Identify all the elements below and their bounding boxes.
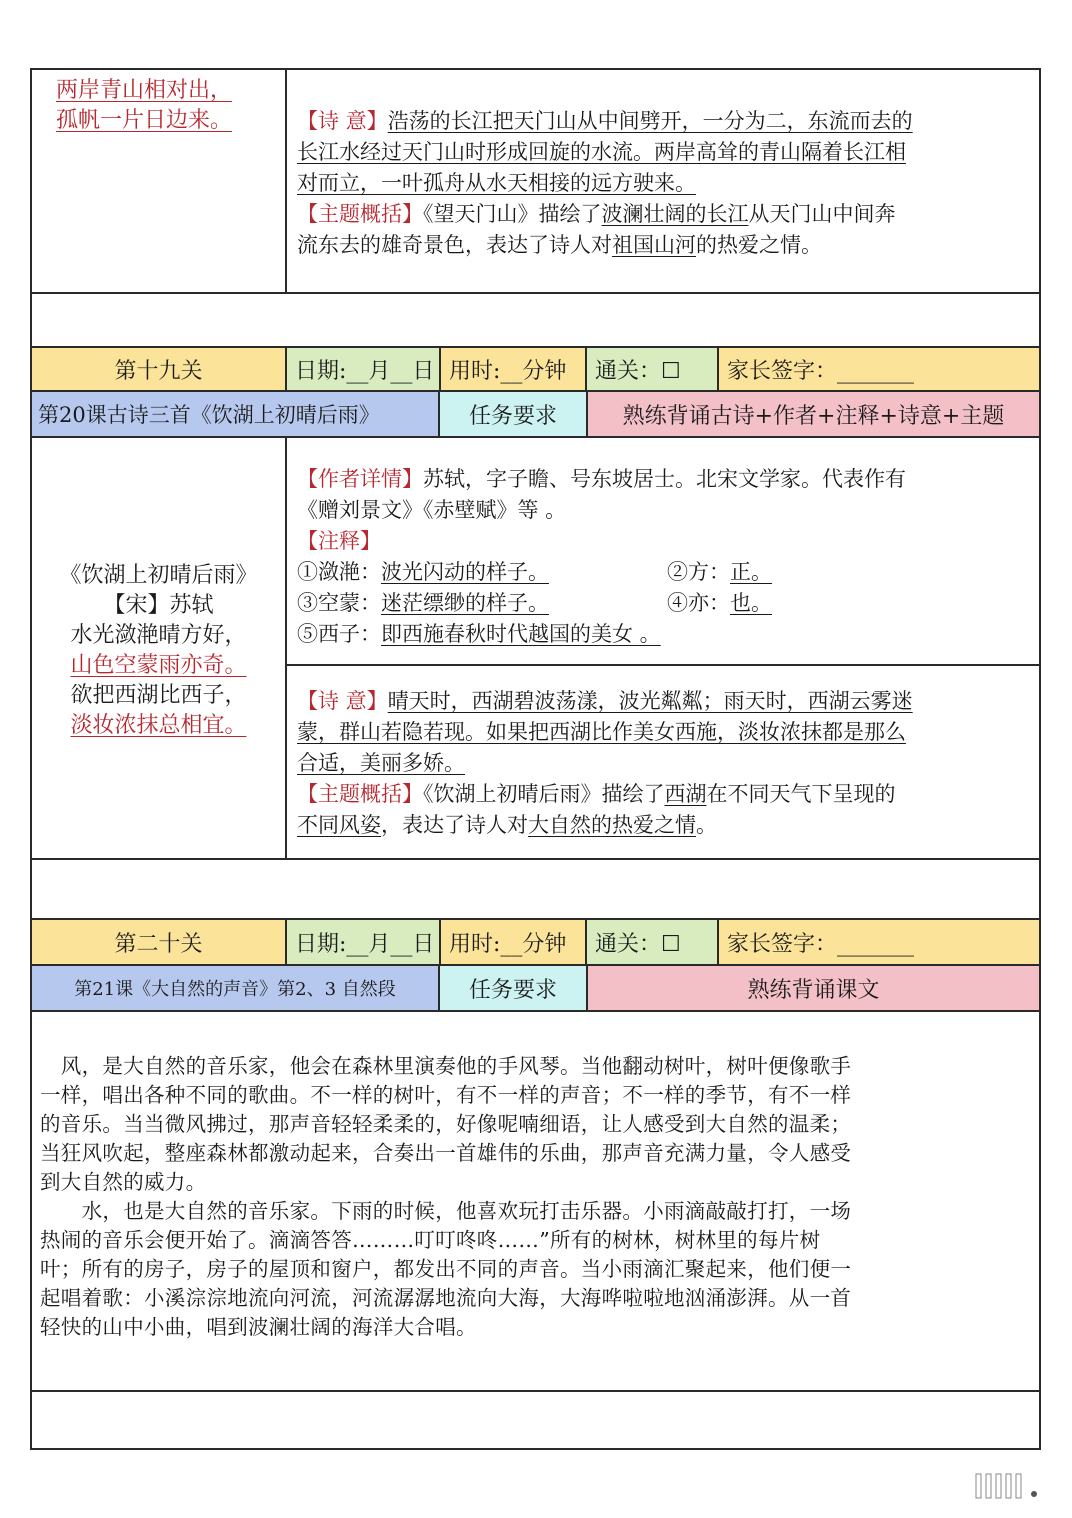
note-def: 也。	[730, 591, 772, 615]
note-term: ①潋滟：	[297, 560, 381, 584]
level19-task: 熟练背诵古诗+作者+注释+诗意+主题	[586, 390, 1041, 438]
author-tag: 【作者详情】	[297, 467, 423, 491]
level19-meaning-cell	[285, 664, 1041, 860]
worksheet	[30, 68, 1041, 1450]
author-line: 苏轼，字子瞻、号东坡居士。北宋文学家。代表作有	[423, 467, 906, 491]
level20-parent-sign[interactable]: 家长签字：_______	[717, 918, 1041, 966]
level20-pass[interactable]: 通关：☐	[585, 918, 719, 966]
notes-tag: 【注释】	[297, 529, 381, 553]
text-line: 叶；所有的房子，房子的屋顶和窗户，都发出不同的声音。当小雨滴汇聚起来，他们便一	[40, 1257, 852, 1281]
text-line: 的音乐。当当微风拂过，那声音轻轻柔柔的，好像呢喃细语，让人感受到大自然的温柔；	[40, 1112, 852, 1136]
note-def: 迷茫缥缈的样子。	[381, 591, 549, 615]
theme-key: 不同风姿	[297, 813, 381, 837]
text-line: 当狂风吹起，整座森林都激动起来，合奏出一首雄伟的乐曲，那声音充满力量，令人感受	[40, 1141, 852, 1165]
level19-task-label: 任务要求	[438, 390, 588, 438]
meaning-line: 合适，美丽多娇。	[297, 751, 465, 775]
poem-line: 山色空蒙雨亦奇。	[70, 653, 247, 678]
note-def: 正。	[730, 560, 772, 584]
theme-tag: 【主题概括】	[297, 782, 423, 806]
theme-text: 在不同天气下呈现的	[706, 782, 896, 806]
author-line: 《赠刘景文》《赤壁赋》等 。	[297, 498, 567, 522]
spacer-row	[30, 1390, 1041, 1450]
note-term: ②方：	[667, 560, 730, 584]
theme-text: 流东去的雄奇景色，表达了诗人对	[297, 233, 612, 257]
level20-lesson: 第21课《大自然的声音》第2、3 自然段	[30, 964, 440, 1012]
meaning-tag: 【诗 意】	[297, 689, 388, 713]
level19-time[interactable]: 用时:__分钟	[439, 346, 587, 392]
level19-lesson: 第20课古诗三首《饮湖上初晴后雨》	[30, 390, 440, 438]
s18-meaning-cell	[285, 68, 1041, 294]
level20-title: 第二十关	[30, 918, 287, 966]
level20-date[interactable]: 日期:__月__日	[285, 918, 441, 966]
note-def: 即西施春秋时代越国的美女 。	[381, 622, 661, 646]
level19-date[interactable]: 日期:__月__日	[285, 346, 441, 392]
meaning-line: 浩荡的长江把天门山从中间劈开，一分为二，东流而去的	[387, 109, 913, 133]
text-line: 热闹的音乐会便开始了。滴滴答答………叮叮咚咚……”所有的树林，树林里的每片树	[40, 1228, 821, 1252]
spacer-row	[30, 292, 1041, 348]
note-term: ⑤西子：	[297, 622, 381, 646]
level19-pass[interactable]: 通关：☐	[585, 346, 719, 392]
level20-task-label: 任务要求	[438, 964, 588, 1012]
theme-tag: 【主题概括】	[297, 202, 423, 226]
note-term: ③空蒙：	[297, 591, 381, 615]
note-term: ④亦：	[667, 591, 730, 615]
meaning-line: 蒙，群山若隐若现。如果把西湖比作美女西施，淡妆浓抹都是那么	[297, 720, 906, 744]
theme-text: ，表达了诗人对	[381, 813, 528, 837]
text-line: 风，是大自然的音乐家，他会在森林里演奏他的手风琴。当他翻动树叶，树叶便像歌手	[40, 1054, 852, 1078]
theme-key: 大自然的热爱之情	[528, 813, 696, 837]
s18-poem-cell	[30, 68, 287, 294]
text-line: 水，也是大自然的音乐家。下雨的时候，他喜欢玩打击乐器。小雨滴敲敲打打，一场	[40, 1199, 852, 1223]
text-line: 起唱着歌：小溪淙淙地流向河流，河流潺潺地流向大海，大海哗啦啦地汹涌澎湃。从一首	[40, 1286, 852, 1310]
level20-time[interactable]: 用时:__分钟	[439, 918, 587, 966]
theme-text: 《望天门山》描绘了	[423, 202, 602, 226]
level19-poem-cell	[30, 436, 287, 860]
theme-text: 从天门山中间奔	[748, 202, 896, 226]
theme-text: 《饮湖上初晴后雨》描绘了	[423, 782, 665, 806]
level20-task: 熟练背诵课文	[586, 964, 1041, 1012]
theme-key: 波澜壮阔的长江	[601, 202, 749, 226]
spacer-row	[30, 858, 1041, 920]
poem-line: 淡妆浓抹总相宜。	[70, 713, 247, 738]
poem-author: 【宋】苏轼	[103, 593, 214, 618]
note-def: 波光闪动的样子。	[381, 560, 549, 584]
meaning-line: 晴天时，西湖碧波荡漾，波光粼粼；雨天时，西湖云雾迷	[387, 689, 913, 713]
meaning-line: 长江水经过天门山时形成回旋的水流。两岸高耸的青山隔着长江相	[297, 140, 906, 164]
level20-text-cell	[30, 1010, 1041, 1392]
text-line: 轻快的山中小曲，唱到波澜壮阔的海洋大合唱。	[40, 1315, 477, 1339]
watermark-bars-icon	[972, 1466, 1052, 1506]
poem-line: 欲把西湖比西子，	[70, 683, 247, 708]
theme-key: 祖国山河	[612, 233, 696, 257]
poem-line: 水光潋滟晴方好，	[70, 623, 247, 648]
level19-title: 第十九关	[30, 346, 287, 392]
poem-line: 两岸青山相对出，	[56, 78, 233, 103]
text-line: 一样，唱出各种不同的歌曲。不一样的树叶，有不一样的声音；不一样的季节，有不一样	[40, 1083, 852, 1107]
theme-text: 的热爱之情。	[696, 233, 822, 257]
level19-parent-sign[interactable]: 家长签字：_______	[717, 346, 1041, 392]
poem-title: 《饮湖上初晴后雨》	[59, 563, 258, 588]
meaning-line: 对而立，一叶孤舟从水天相接的远方驶来。	[297, 171, 696, 195]
theme-key: 西湖	[664, 782, 707, 806]
theme-text: 。	[696, 813, 717, 837]
meaning-tag: 【诗 意】	[297, 109, 388, 133]
poem-line: 孤帆一片日边来。	[56, 108, 233, 133]
text-line: 到大自然的威力。	[40, 1170, 207, 1194]
level19-author-notes-cell	[285, 436, 1041, 666]
